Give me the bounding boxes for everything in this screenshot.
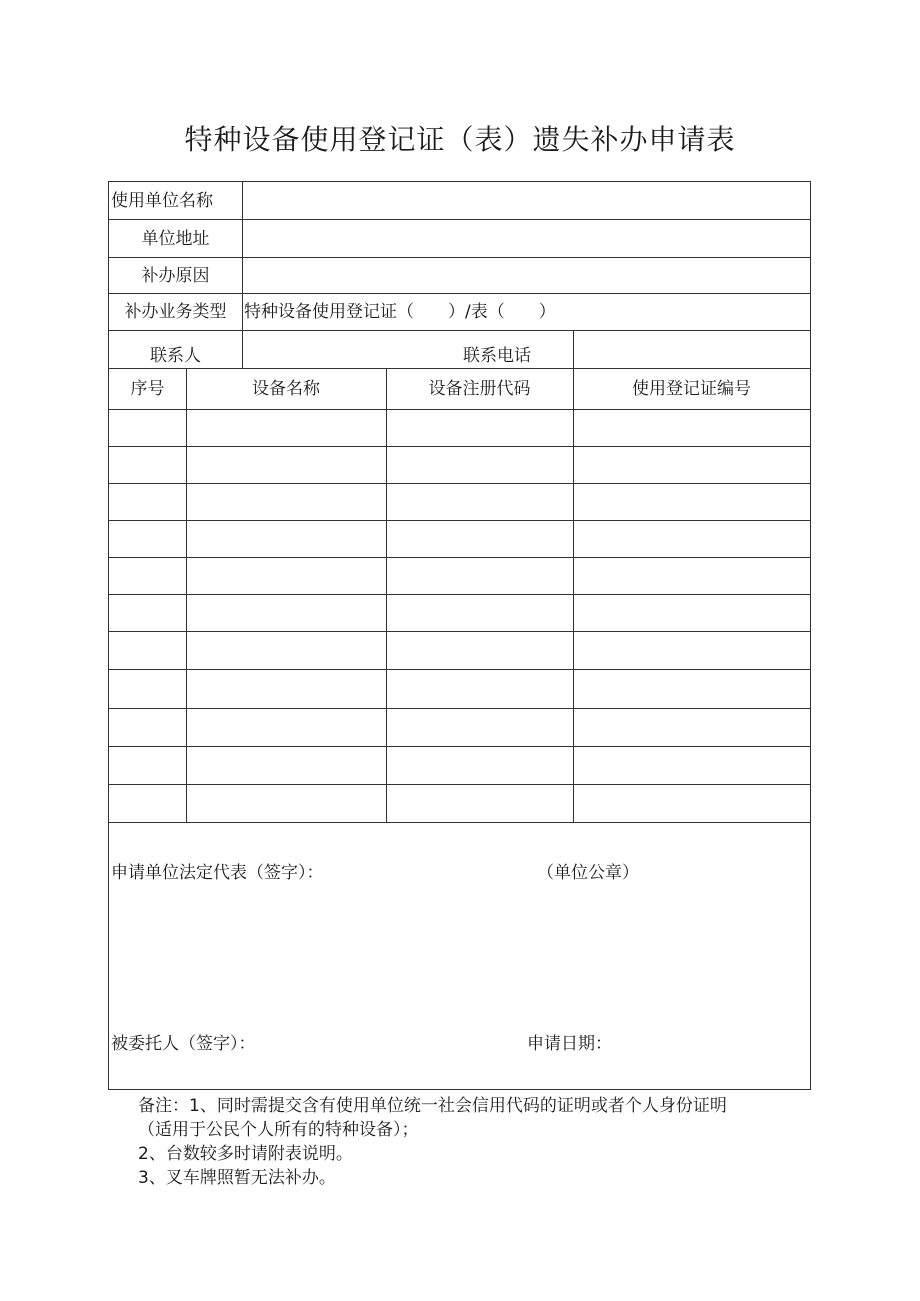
row-divider [109,784,810,785]
row-divider [109,409,810,410]
application-date-label: 申请日期： [527,1034,612,1054]
unit-seal-label: （单位公章） [537,863,639,883]
table-header-registration-code: 设备注册代码 [428,379,531,399]
col-divider [186,368,187,822]
row-divider [109,520,810,521]
row-divider [109,822,810,823]
table-header-certificate-number: 使用登记证编号 [632,379,751,399]
col-divider [573,368,574,822]
unit-name-label: 使用单位名称 [111,191,213,211]
row-divider [109,483,810,484]
business-type-value: 特种设备使用登记证（ ）/表（ ） [244,302,556,322]
row-divider [109,594,810,595]
business-type-label: 补办业务类型 [124,302,227,322]
unit-address-label: 单位地址 [141,229,210,249]
remark-line-1: 备注：1、同时需提交含有使用单位统一社会信用代码的证明或者个人身份证明 [138,1096,727,1116]
legal-rep-signature-label: 申请单位法定代表（签字）： [111,863,324,883]
contact-label: 联系人 [150,346,201,366]
col-divider [242,182,243,368]
row-divider [109,708,810,709]
row-divider [109,669,810,670]
reason-label: 补办原因 [141,266,210,286]
remark-line-4: 3、叉车牌照暂无法补办。 [138,1168,336,1188]
row-divider [109,219,810,220]
col-divider [386,368,387,822]
row-divider [109,446,810,447]
row-divider [109,557,810,558]
table-header-index: 序号 [130,379,165,399]
row-divider [109,330,810,331]
row-divider [109,631,810,632]
remark-line-2: （适用于公民个人所有的特种设备）； [138,1120,419,1140]
row-divider [109,293,810,294]
remark-line-3: 2、台数较多时请附表说明。 [138,1144,353,1164]
page-title: 特种设备使用登记证（表）遗失补办申请表 [184,123,736,156]
table-header-equipment-name: 设备名称 [252,379,320,399]
row-divider [109,746,810,747]
agent-signature-label: 被委托人（签字）： [111,1034,256,1054]
application-form [108,181,811,1090]
phone-label: 联系电话 [463,346,531,366]
remarks [112,1094,812,1190]
row-divider [109,257,810,258]
row-divider [109,368,810,369]
col-divider [573,330,574,368]
